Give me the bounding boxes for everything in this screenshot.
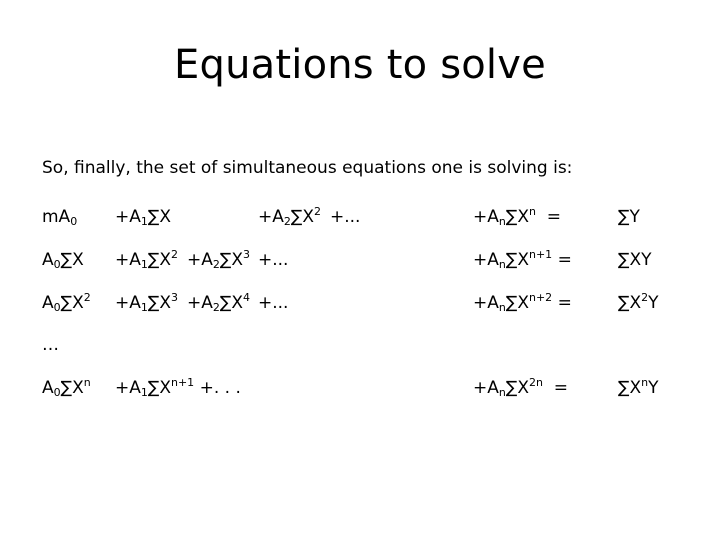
rhs-sumXnY: $\sum X^nY$ xyxy=(618,376,659,398)
term-ellipsis: +... xyxy=(330,207,361,227)
term-A1-sumX2: $+A_1\sum X^2$ xyxy=(115,248,178,271)
ellipsis-row: … xyxy=(42,335,59,355)
term-mA0: $mA_0$ xyxy=(42,207,78,228)
term-An-sumXn2: $+A_n\sum X^{n+2}$ = xyxy=(473,291,572,314)
slide-title: Equations to solve xyxy=(174,42,546,88)
term-A1-sumX: $+A_1\sum X$ xyxy=(115,207,171,228)
term-A0-sumX: $A_0\sum X$ xyxy=(42,250,84,271)
term-A1-sumX3: $+A_1\sum X^3$ xyxy=(115,291,178,314)
term-A0-sumX2: $A_0\sum X^2$ xyxy=(42,291,91,314)
rhs-sumY: ∑Y xyxy=(618,207,640,227)
term-A2-sumX3: $+A_2\sum X^3$ xyxy=(187,248,250,271)
term-An-sumXn1: $+A_n\sum X^{n+1}$ = xyxy=(473,248,572,271)
term-A2-sumX4: $+A_2\sum X^4$ xyxy=(187,291,250,314)
term-A2-sumX2: $+A_2\sum X^2$ xyxy=(258,205,321,228)
term-ellipsis: +... xyxy=(258,293,289,313)
term-An-sumX2n: $+A_n\sum X^{2n}$ = xyxy=(473,376,569,399)
term-A0-sumXn: $A_0\sum X^n$ xyxy=(42,376,91,399)
rhs-sumXY: ∑XY xyxy=(618,250,652,270)
term-ellipsis: +... xyxy=(258,250,289,270)
rhs-sumX2Y: $\sum X^2Y$ xyxy=(618,291,659,313)
term-An-sumXn: $+A_n\sum X^n$ = xyxy=(473,205,562,228)
intro-text: So, finally, the set of simultaneous equations one is solving is: xyxy=(42,158,573,178)
term-A1-sumXn1: $+A_1\sum X^{n+1}$ +. . . xyxy=(115,376,241,399)
